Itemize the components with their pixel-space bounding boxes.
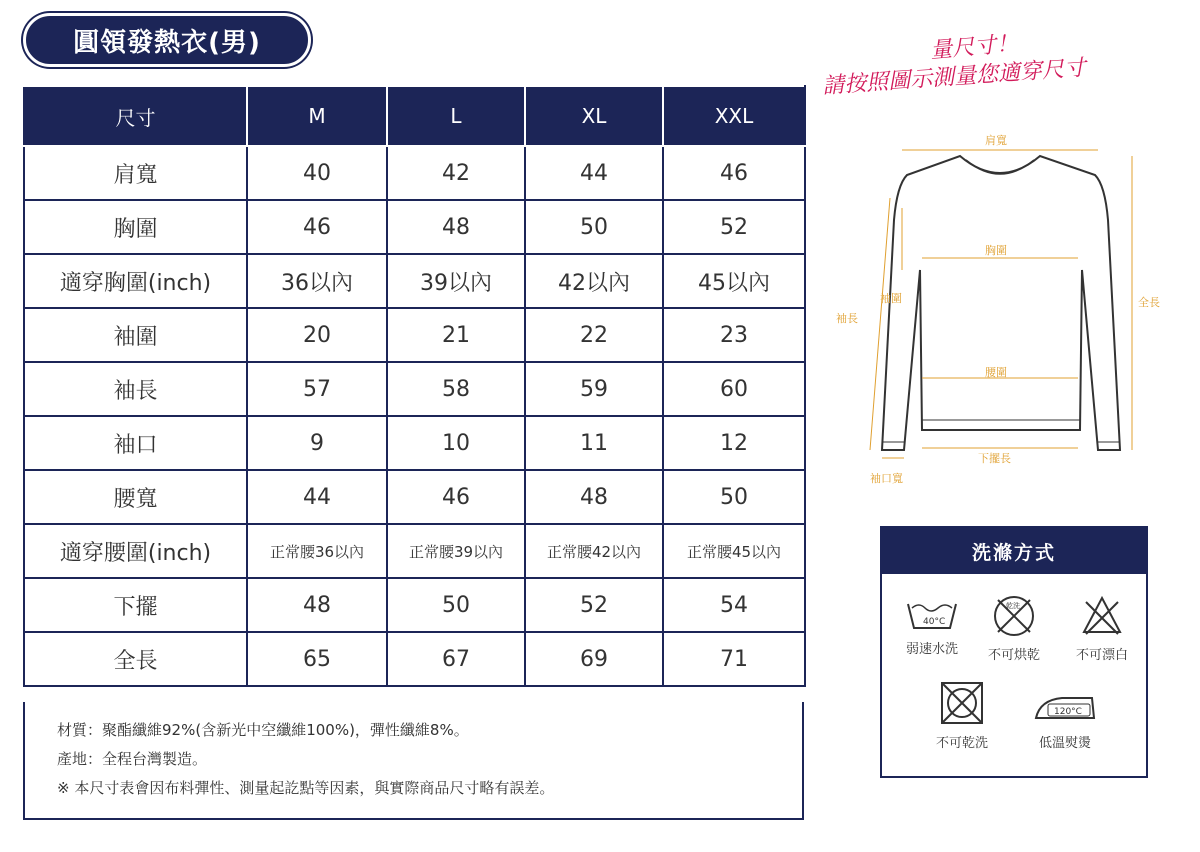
table-cell: 44 — [525, 146, 663, 200]
row-label: 袖口 — [24, 416, 247, 470]
page-title — [23, 13, 311, 67]
table-row — [24, 632, 805, 686]
table-cell: 46 — [663, 146, 805, 200]
table-cell: 40 — [247, 146, 387, 200]
table-cell: 71 — [663, 632, 805, 686]
shirt-outline — [882, 156, 1120, 450]
row-label: 袖圍 — [24, 308, 247, 362]
table-cell: 57 — [247, 362, 387, 416]
table-cell: 36以內 — [247, 254, 387, 308]
table-cell: 54 — [663, 578, 805, 632]
row-label: 肩寬 — [24, 146, 247, 200]
table-cell: 59 — [525, 362, 663, 416]
table-cell: 10 — [387, 416, 525, 470]
table-cell: 48 — [525, 470, 663, 524]
measurement-diagram — [830, 130, 1170, 490]
table-row — [24, 470, 805, 524]
no-dry-clean-item — [922, 680, 1002, 751]
wash-40-label: 弱速水洗 — [905, 642, 958, 657]
row-label: 腰寬 — [24, 470, 247, 524]
table-cell: 正常腰45以內 — [663, 524, 805, 578]
table-cell: 60 — [663, 362, 805, 416]
wash-40-item — [892, 598, 972, 657]
wash-40-icon — [906, 598, 958, 632]
table-row — [24, 416, 805, 470]
hem-label: 下擺長 — [978, 452, 1011, 465]
table-cell: 11 — [525, 416, 663, 470]
total-length-label: 全長 — [1138, 296, 1160, 309]
table-cell: 正常腰39以內 — [387, 524, 525, 578]
table-cell: 50 — [525, 200, 663, 254]
shoulder-label: 肩寬 — [985, 134, 1007, 147]
table-cell: 52 — [663, 200, 805, 254]
material-note: 材質：聚酯纖維92%(含新光中空纖維100%)，彈性纖維8%。 — [57, 721, 469, 739]
table-cell: 正常腰42以內 — [525, 524, 663, 578]
no-bleach-icon — [1080, 594, 1124, 638]
table-cell: 50 — [387, 578, 525, 632]
wash-40-temp: 40°C — [923, 617, 946, 627]
wash-title: 洗滌方式 — [882, 528, 1146, 574]
row-label: 適穿胸圍(inch) — [24, 254, 247, 308]
table-cell: 48 — [247, 578, 387, 632]
row-label: 胸圍 — [24, 200, 247, 254]
no-dry-clean-icon — [939, 680, 985, 726]
sleeve-girth-label: 袖圍 — [880, 292, 902, 305]
table-cell: 65 — [247, 632, 387, 686]
handnote-line1: 量尺寸！ — [929, 31, 1020, 64]
table-cell: 44 — [247, 470, 387, 524]
header-cell: XXL — [663, 86, 805, 146]
table-row — [24, 200, 805, 254]
table-cell: 48 — [387, 200, 525, 254]
cuff-label: 袖口寬 — [870, 472, 903, 485]
table-cell: 46 — [387, 470, 525, 524]
no-tumble-dry-icon — [992, 594, 1036, 638]
row-label: 適穿腰圍(inch) — [24, 524, 247, 578]
header-cell: M — [247, 86, 387, 146]
chest-label: 胸圍 — [985, 244, 1007, 257]
waist-label: 腰圍 — [985, 366, 1007, 379]
wash-panel — [880, 526, 1148, 778]
table-row — [24, 362, 805, 416]
size-table — [23, 85, 806, 687]
table-cell: 42以內 — [525, 254, 663, 308]
table-cell: 45以內 — [663, 254, 805, 308]
table-cell: 46 — [247, 200, 387, 254]
header-cell: 尺寸 — [24, 86, 247, 146]
origin-note: 產地：全程台灣製造。 — [57, 750, 208, 768]
title-text: 圓領發熱衣(男) — [73, 27, 261, 58]
iron-low-item — [1020, 688, 1110, 751]
row-label: 全長 — [24, 632, 247, 686]
no-dry-clean-label: 不可乾洗 — [935, 736, 988, 751]
handnote-line2: 請按照圖示測量您適穿尺寸 — [821, 55, 1087, 100]
table-cell: 42 — [387, 146, 525, 200]
table-cell: 9 — [247, 416, 387, 470]
table-cell: 52 — [525, 578, 663, 632]
table-row — [24, 578, 805, 632]
dry-clean-tag: 乾洗 — [1006, 602, 1020, 610]
table-cell: 69 — [525, 632, 663, 686]
disclaimer-note: ※ 本尺寸表會因布料彈性、測量起訖點等因素，與實際商品尺寸略有誤差。 — [57, 779, 555, 797]
table-row — [24, 308, 805, 362]
table-cell: 50 — [663, 470, 805, 524]
row-label: 下擺 — [24, 578, 247, 632]
row-label: 袖長 — [24, 362, 247, 416]
table-cell: 58 — [387, 362, 525, 416]
notes-box — [23, 702, 804, 820]
table-row — [24, 146, 805, 200]
table-row — [24, 254, 805, 308]
table-cell: 正常腰36以內 — [247, 524, 387, 578]
table-cell: 67 — [387, 632, 525, 686]
size-header-row — [24, 86, 805, 146]
table-cell: 20 — [247, 308, 387, 362]
table-cell: 23 — [663, 308, 805, 362]
sleeve-length-label: 袖長 — [836, 312, 858, 325]
table-cell: 39以內 — [387, 254, 525, 308]
no-bleach-label: 不可漂白 — [1075, 648, 1128, 663]
table-cell: 12 — [663, 416, 805, 470]
table-row — [24, 524, 805, 578]
header-cell: L — [387, 86, 525, 146]
no-bleach-item — [1062, 594, 1142, 663]
iron-low-icon — [1032, 688, 1098, 726]
no-tumble-dry-item — [974, 594, 1054, 663]
iron-low-label: 低溫熨燙 — [1038, 736, 1091, 751]
table-cell: 21 — [387, 308, 525, 362]
no-tumble-dry-label: 不可烘乾 — [987, 648, 1040, 663]
iron-temp: 120°C — [1054, 707, 1082, 717]
table-cell: 22 — [525, 308, 663, 362]
header-cell: XL — [525, 86, 663, 146]
